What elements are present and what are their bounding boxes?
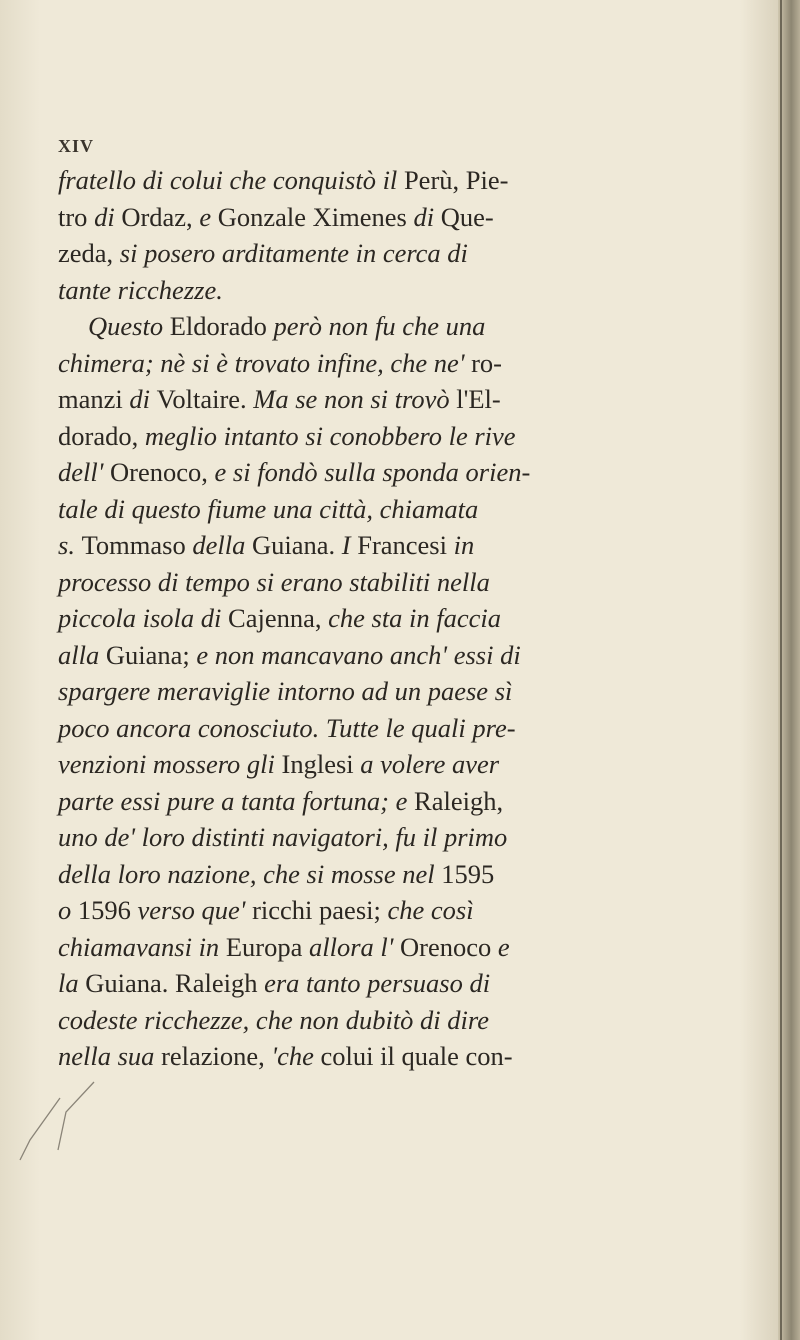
text-line	[58, 819, 738, 856]
text-line	[58, 162, 738, 199]
text-segment: dell'	[58, 457, 111, 487]
text-line	[58, 856, 738, 893]
text-segment: Inglesi	[281, 749, 361, 779]
text-segment: e	[199, 201, 218, 232]
text-segment: in	[453, 530, 475, 560]
text-segment: 'che	[271, 1041, 321, 1071]
text-line	[58, 892, 738, 929]
text-segment: ro-	[471, 347, 503, 378]
text-segment: spargere meraviglie intorno ad un paese sì	[58, 676, 513, 706]
text-segment: relazione,	[161, 1041, 272, 1071]
text-segment: Que-	[440, 201, 494, 232]
text-segment: che così	[387, 895, 474, 925]
text-segment: a volere aver	[360, 749, 500, 779]
text-segment: chiamavansi in	[58, 931, 226, 962]
text-segment: I	[341, 530, 358, 560]
text-line	[58, 491, 738, 528]
text-segment: Ma se non si trovò	[253, 384, 457, 414]
text-segment: Cajenna,	[228, 603, 329, 633]
text-segment: colui il quale con-	[320, 1041, 513, 1071]
text-segment: o	[58, 895, 78, 925]
text-segment: zeda,	[58, 238, 120, 268]
text-segment: parte essi pure a tanta fortuna; e	[58, 785, 415, 816]
text-segment: alla	[58, 639, 106, 670]
text-segment: però non fu che una	[273, 311, 486, 341]
text-line	[58, 381, 738, 418]
text-segment: Perù, Pie-	[403, 165, 509, 195]
text-line	[58, 418, 738, 455]
text-segment: l'El-	[456, 384, 501, 414]
text-segment: della	[192, 530, 252, 560]
text-segment: si posero arditamente in cerca di	[119, 238, 468, 268]
text-segment: tro	[58, 201, 95, 232]
text-line	[58, 965, 738, 1002]
text-line	[58, 637, 738, 674]
text-segment: Gonzale Ximenes	[217, 201, 414, 232]
text-segment: Questo	[88, 311, 170, 341]
text-segment: e non mancavano anch' essi di	[196, 639, 521, 670]
text-segment: verso que'	[137, 895, 253, 925]
text-line	[58, 710, 738, 747]
text-line	[58, 929, 738, 966]
text-segment: Guiana. Raleigh	[85, 968, 265, 998]
text-segment: che sta in faccia	[328, 603, 502, 633]
text-segment: processo di tempo si erano stabiliti nella	[58, 566, 490, 597]
text-segment: Orenoco,	[110, 457, 215, 487]
text-line	[58, 527, 738, 564]
body-text	[58, 162, 738, 1075]
text-segment: 1596	[77, 895, 138, 925]
text-line	[58, 746, 738, 783]
text-segment: Tommaso	[81, 530, 193, 560]
text-segment: di	[94, 201, 122, 232]
text-line	[58, 454, 738, 491]
text-segment: tale di questo fiume una città, chiamata	[58, 493, 479, 524]
text-line	[58, 308, 738, 345]
text-segment: e	[497, 931, 510, 962]
text-line	[58, 783, 738, 820]
text-segment: la	[58, 968, 86, 998]
text-line	[58, 199, 738, 236]
text-segment: della loro nazione, che si mosse nel	[58, 858, 442, 889]
text-segment: fratello di colui che conquistò il	[58, 165, 404, 195]
text-segment: poco ancora conosciuto. Tutte le quali pre-	[58, 712, 516, 743]
text-segment: allora l'	[308, 931, 401, 962]
text-segment: ricchi paesi;	[252, 895, 388, 925]
text-segment: Francesi	[357, 530, 454, 560]
text-segment: tante ricchezze.	[58, 274, 223, 305]
text-segment: meglio intanto si conobbero le rive	[144, 420, 516, 451]
page-number: XIV	[58, 136, 95, 156]
text-segment: di	[129, 384, 157, 414]
text-segment: Guiana;	[105, 639, 197, 670]
text-line	[58, 1002, 738, 1039]
text-segment: Eldorado	[169, 311, 274, 341]
text-segment: 1595	[441, 858, 495, 889]
text-segment: codeste ricchezze, che non dubitò di dire	[58, 1004, 490, 1035]
text-line	[58, 345, 738, 382]
text-line	[58, 600, 738, 637]
text-segment: uno de' loro distinti navigatori, fu il primo	[58, 822, 508, 852]
text-line	[58, 1038, 738, 1075]
text-segment: di	[413, 201, 441, 232]
text-segment: s.	[58, 530, 82, 560]
text-segment: Raleigh,	[414, 785, 504, 816]
text-line	[58, 235, 738, 272]
text-segment: chimera; nè si è trovato infine, che ne'	[58, 347, 472, 378]
text-segment: manzi	[58, 384, 130, 414]
text-segment: dorado,	[58, 420, 145, 451]
text-segment: e si fondò sulla sponda orien-	[214, 457, 531, 487]
text-line	[58, 564, 738, 601]
text-line	[58, 673, 738, 710]
text-segment: Ordaz,	[121, 201, 200, 232]
text-segment: era tanto persuaso di	[264, 968, 491, 998]
text-segment: Voltaire.	[156, 384, 254, 414]
text-segment: Guiana.	[251, 530, 342, 560]
text-segment: piccola isola di	[58, 603, 229, 633]
text-segment: venzioni mossero gli	[58, 749, 282, 779]
text-segment: Orenoco	[400, 931, 498, 962]
text-line	[58, 272, 738, 309]
text-segment: Europa	[225, 931, 309, 962]
text-segment: nella sua	[58, 1041, 162, 1071]
